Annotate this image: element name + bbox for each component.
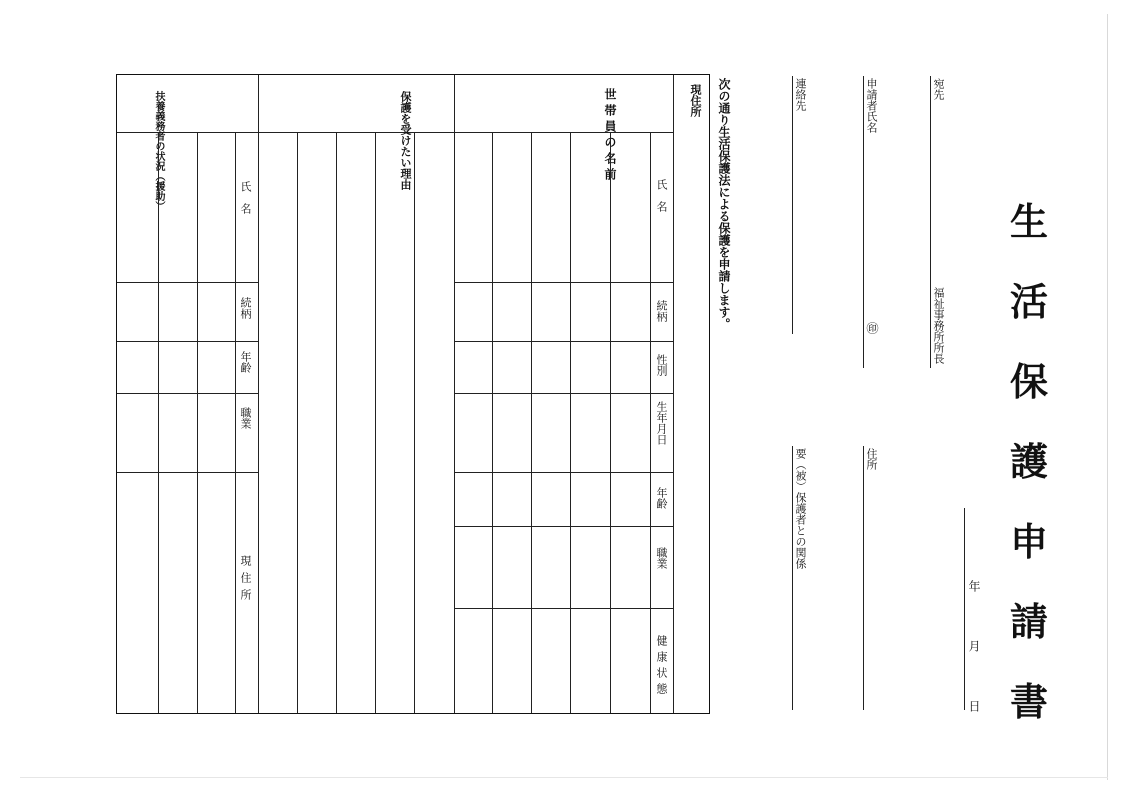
addressee-field[interactable] [931,100,953,280]
supporter-col-address: 現住所 [239,555,252,606]
household-cell[interactable] [455,473,491,525]
household-cell[interactable] [493,133,530,281]
addressee-label: 宛先 [932,78,945,100]
supporter-cell[interactable] [118,342,157,392]
seal-mark: ㊞ [865,322,879,334]
supporter-col-occupation: 職業 [239,407,252,429]
supporter-cell[interactable] [159,133,196,281]
supporter-cell[interactable] [198,342,234,392]
date-month-label: 月 [967,640,981,652]
current-address-field[interactable] [679,131,707,711]
household-col-sex: 性別 [655,354,668,376]
household-cell[interactable] [455,342,491,392]
household-cell[interactable] [455,133,491,281]
application-statement: 次の通り生活保護法による保護を申請します。 [717,78,731,330]
title-char: 生 [1010,200,1049,244]
household-cell[interactable] [611,133,649,281]
supporter-col-relation: 続柄 [239,297,252,319]
supporter-row-line [235,132,236,713]
supporter-cell[interactable] [118,133,157,281]
supporter-cell[interactable] [198,473,234,712]
household-cell[interactable] [493,473,530,525]
household-cell[interactable] [493,342,530,392]
reason-line-field[interactable] [376,133,413,712]
household-cell[interactable] [532,283,569,340]
supporter-cell[interactable] [118,473,157,712]
household-col-name: 氏 名 [655,179,668,212]
title-char: 護 [1010,440,1049,484]
reason-line-field[interactable] [415,133,453,712]
applicant-address-label: 住所 [865,448,878,470]
household-cell[interactable] [493,283,530,340]
household-cell[interactable] [571,133,609,281]
household-section-label: 世帯員の名前 [603,88,617,184]
household-col-birthdate: 生年月日 [655,401,668,445]
household-cell[interactable] [532,342,569,392]
supporter-cell[interactable] [159,283,196,340]
supporter-cell[interactable] [198,133,234,281]
scan-edge-bottom [20,777,1108,778]
date-day-label: 日 [967,700,981,712]
supporter-col-name: 氏 名 [239,181,252,214]
contact-field[interactable] [793,125,815,330]
supporter-cell[interactable] [118,394,157,471]
household-cell[interactable] [571,342,609,392]
contact-label: 連絡先 [794,78,807,111]
date-year-label: 年 [967,580,981,592]
supporter-cell[interactable] [159,394,196,471]
household-cell[interactable] [532,609,569,712]
reason-line-field[interactable] [337,133,374,712]
household-cell[interactable] [455,394,491,471]
date-month-field[interactable] [966,594,988,638]
title-char: 申 [1010,520,1049,564]
household-col-health: 健康状態 [655,635,668,699]
household-cell[interactable] [532,473,569,525]
household-col-occupation: 職業 [655,547,668,569]
relation-label: 要（被）保護者との関係 [794,448,807,569]
applicant-name-field[interactable] [864,150,886,315]
application-table [116,74,710,714]
household-cell[interactable] [571,394,609,471]
supporter-cell[interactable] [198,394,234,471]
household-cell[interactable] [571,283,609,340]
reason-line-field[interactable] [298,133,335,712]
table-divider [673,75,674,713]
household-cell[interactable] [571,527,609,607]
household-col-relation: 続柄 [655,300,668,322]
household-cell[interactable] [532,133,569,281]
household-cell[interactable] [493,394,530,471]
household-col-age: 年齢 [655,487,668,509]
title-char: 請 [1010,600,1049,644]
household-cell[interactable] [493,609,530,712]
scan-edge-right [1107,14,1108,780]
title-char: 保 [1010,360,1049,404]
date-year-field[interactable] [966,508,988,578]
relation-field[interactable] [793,600,815,705]
household-cell[interactable] [571,609,609,712]
current-address-label: 現住所 [689,84,702,117]
household-cell[interactable] [532,394,569,471]
household-cell[interactable] [571,473,609,525]
household-cell[interactable] [493,527,530,607]
household-cell[interactable] [455,283,491,340]
household-cell[interactable] [611,394,649,471]
supporter-cell[interactable] [159,342,196,392]
household-cell[interactable] [532,527,569,607]
addressee-suffix: 福祉事務所所長 [932,287,945,364]
household-cell[interactable] [611,527,649,607]
date-day-field[interactable] [966,655,988,699]
household-cell[interactable] [455,527,491,607]
title-char: 書 [1010,680,1049,724]
household-cell[interactable] [611,609,649,712]
applicant-name-label: 申請者氏名 [865,78,878,133]
household-cell[interactable] [455,609,491,712]
supporter-cell[interactable] [159,473,196,712]
household-row-line [650,132,651,713]
supporter-col-age: 年齢 [239,351,252,373]
household-cell[interactable] [611,473,649,525]
date-line [964,508,965,710]
applicant-address-field[interactable] [864,480,886,706]
supporter-cell[interactable] [198,283,234,340]
title-char: 活 [1010,280,1049,324]
household-cell[interactable] [611,342,649,392]
reason-section-label: 保護を受けたい理由 [399,91,412,190]
reason-line-field[interactable] [259,133,296,712]
household-cell[interactable] [611,283,649,340]
supporter-cell[interactable] [118,283,157,340]
supporter-section-label: 扶養義務者の状況（援助） [153,91,164,211]
